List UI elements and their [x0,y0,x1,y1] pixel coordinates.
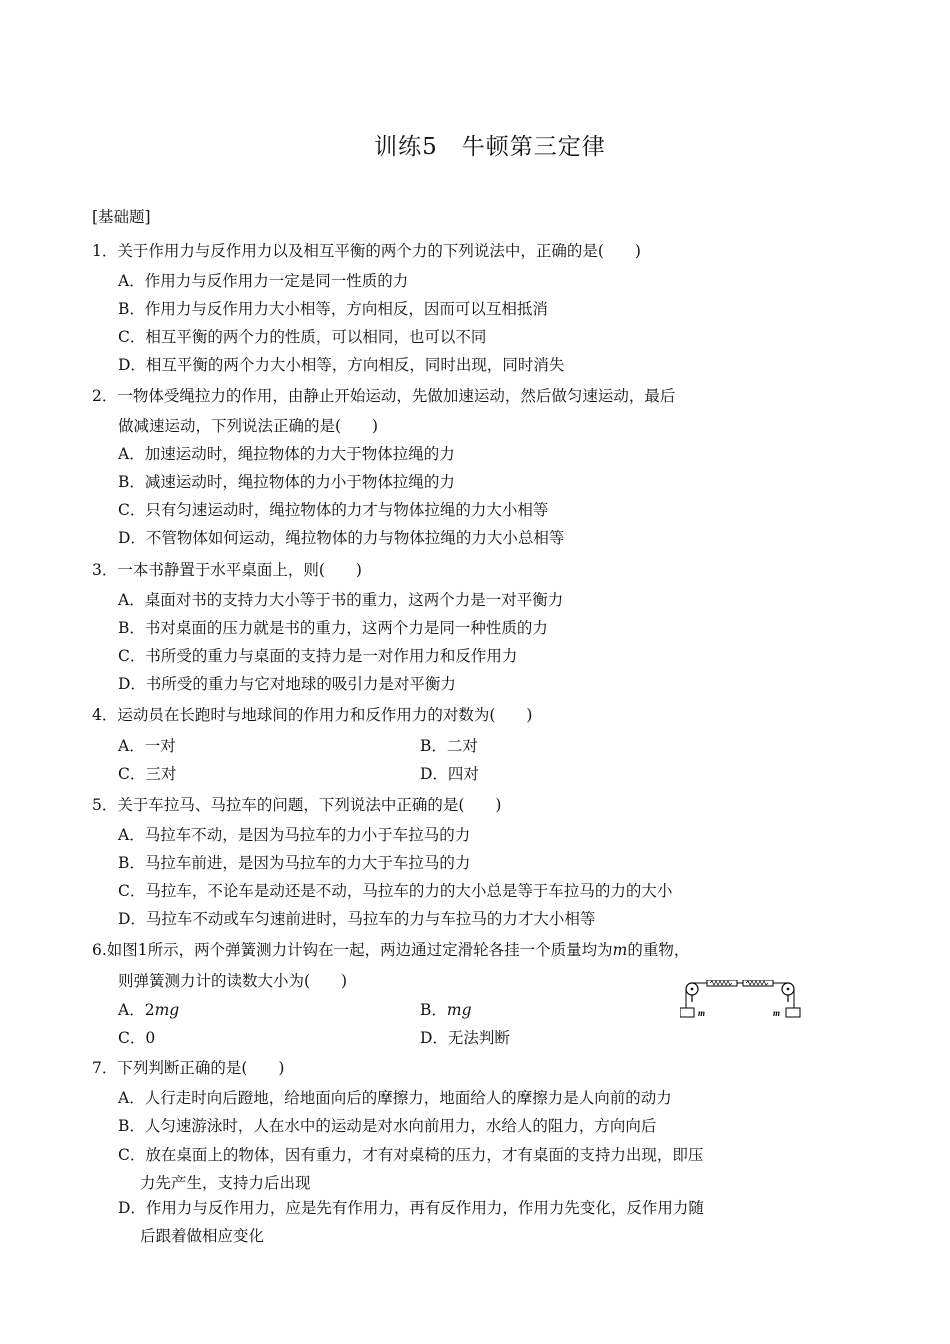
q6-option-d: D．无法判断 [420,1029,510,1047]
question-7-stem: 7．下列判断正确的是( ) [92,1059,285,1077]
q6-b-label: B． [420,1001,447,1019]
q3-option-d: D．书所受的重力与它对地球的吸引力是对平衡力 [118,675,456,693]
q5-option-a: A．马拉车不动，是因为马拉车的力小于车拉马的力 [118,826,471,844]
question-3-stem: 3．一本书静置于水平桌面上，则( ) [92,561,362,579]
question-2-stem-cont: 做减速运动，下列说法正确的是( ) [118,417,379,435]
section-label: [基础题] [92,208,151,226]
q6-stem-part1: 6.如图1所示，两个弹簧测力计钩在一起，两边通过定滑轮各挂一个质量均为 [92,941,613,959]
q2-option-c: C．只有匀速运动时，绳拉物体的力才与物体拉绳的力大小相等 [118,501,549,519]
q7-option-d-cont: 后跟着做相应变化 [140,1227,265,1245]
q6-option-c: C．0 [118,1029,156,1047]
q7-option-c-cont: 力先产生，支持力后出现 [140,1174,311,1192]
q6-b-var: mg [446,1001,472,1019]
right-weight [786,1008,800,1017]
page-title: 训练5 牛顿第三定律 [374,134,606,160]
q6-a-label: A．2 [118,1001,155,1019]
q7-option-a: A．人行走时向后蹬地，给地面向后的摩擦力，地面给人的摩擦力是人向前的动力 [118,1089,672,1107]
question-5-stem: 5．关于车拉马、马拉车的问题，下列说法中正确的是( ) [92,796,502,814]
q2-option-a: A．加速运动时，绳拉物体的力大于物体拉绳的力 [118,445,455,463]
question-6-stem [92,940,689,960]
left-mass-label: m [698,1008,706,1018]
question-1-stem: 1．关于作用力与反作用力以及相互平衡的两个力的下列说法中，正确的是( ) [92,242,641,260]
question-6-stem-cont: 则弹簧测力计的读数大小为( ) [118,972,348,990]
q3-option-b: B．书对桌面的压力就是书的重力，这两个力是同一种性质的力 [118,619,548,637]
q6-option-b [420,1000,472,1020]
q2-option-b: B．减速运动时，绳拉物体的力小于物体拉绳的力 [118,473,455,491]
q7-option-c: C．放在桌面上的物体，因有重力，才有对桌椅的压力，才有桌面的支持力出现，即压 [118,1146,704,1164]
right-mass-label: m [773,1008,781,1018]
q1-option-a: A．作用力与反作用力一定是同一性质的力 [118,272,409,290]
question-4-stem: 4．运动员在长跑时与地球间的作用力和反作用力的对数为( ) [92,706,533,724]
q3-option-c: C．书所受的重力与桌面的支持力是一对作用力和反作用力 [118,647,518,665]
q1-option-c: C．相互平衡的两个力的性质，可以相同，也可以不同 [118,328,487,346]
q4-option-d: D．四对 [420,765,479,783]
q2-option-d: D．不管物体如何运动，绳拉物体的力与物体拉绳的力大小总相等 [118,529,565,547]
q3-option-a: A．桌面对书的支持力大小等于书的重力，这两个力是一对平衡力 [118,591,564,609]
q6-stem-part2: 的重物， [627,941,690,959]
q4-option-b: B．二对 [420,737,478,755]
left-weight [680,1008,694,1017]
spring-scale-pulley-figure [680,980,802,1020]
q4-option-a: A．一对 [118,737,176,755]
q7-option-d: D．作用力与反作用力，应是先有作用力，再有反作用力，作用力先变化，反作用力随 [118,1199,704,1217]
q1-option-b: B．作用力与反作用力大小相等，方向相反，因而可以互相抵消 [118,300,548,318]
q5-option-b: B．马拉车前进，是因为马拉车的力大于车拉马的力 [118,854,471,872]
q6-a-var: mg [154,1001,180,1019]
q5-option-c: C．马拉车，不论车是动还是不动，马拉车的力的大小总是等于车拉马的力的大小 [118,882,673,900]
q1-option-d: D．相互平衡的两个力大小相等，方向相反，同时出现，同时消失 [118,356,565,374]
q6-option-a [118,1000,179,1020]
question-2-stem: 2．一物体受绳拉力的作用，由静止开始运动，先做加速运动，然后做匀速运动，最后 [92,387,676,405]
q7-option-b: B．人匀速游泳时，人在水中的运动是对水向前用力，水给人的阻力，方向向后 [118,1117,657,1135]
q4-option-c: C．三对 [118,765,177,783]
q5-option-d: D．马拉车不动或车匀速前进时，马拉车的力与车拉马的力才大小相等 [118,910,596,928]
q6-stem-var-m: m [612,941,628,959]
